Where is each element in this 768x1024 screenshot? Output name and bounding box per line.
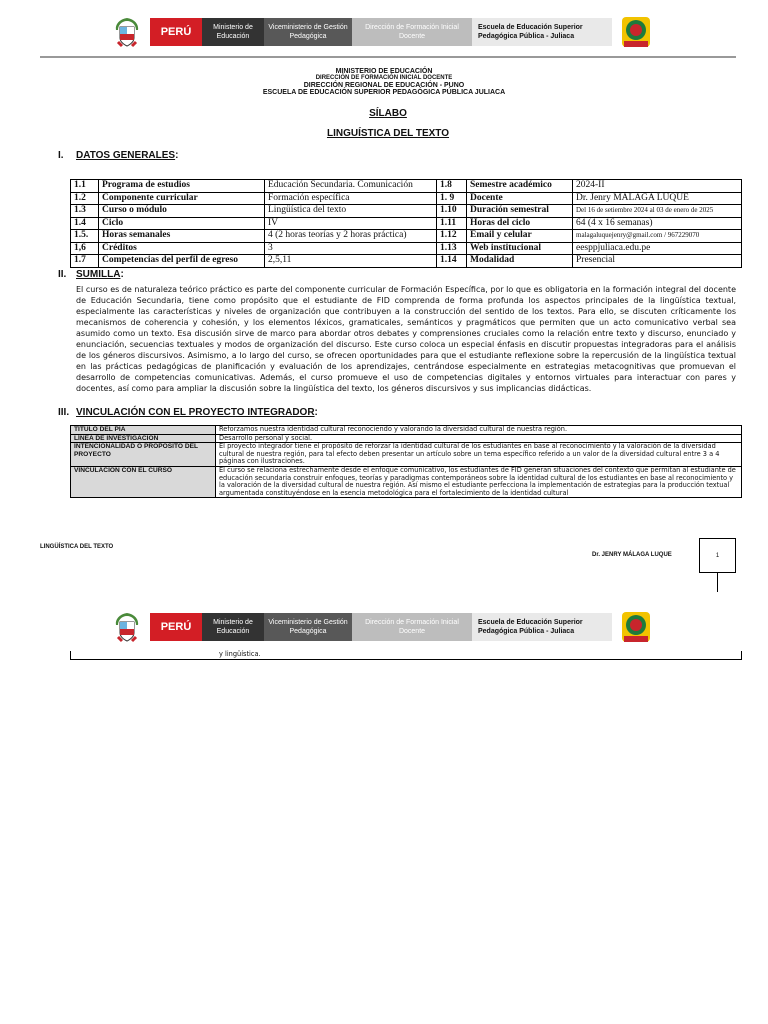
section-datos-generales: I. DATOS GENERALES: xyxy=(58,150,179,161)
datos-row xyxy=(71,255,742,268)
datos-number: 1.12 xyxy=(437,230,467,243)
datos-row xyxy=(71,205,742,218)
datos-value: 2,5,11 xyxy=(265,255,437,268)
vinculacion-key: INTENCIONALIDAD O PROPÓSITO DEL PROYECTO xyxy=(71,443,216,467)
datos-key: Docente xyxy=(467,192,573,205)
datos-value: Del 16 de setiembre 2024 al 03 de enero de 2025 xyxy=(573,205,742,218)
datos-number: 1.4 xyxy=(71,217,99,230)
peru-label: PERÚ xyxy=(150,613,202,641)
datos-number: 1.1 xyxy=(71,180,99,193)
datos-key: Modalidad xyxy=(467,255,573,268)
datos-number: 1.13 xyxy=(437,242,467,255)
vinculacion-value: Reforzamos nuestra identidad cultural reconociendo y valorando la diversidad cultural de nuestra región. xyxy=(216,426,742,435)
school-emblem-icon xyxy=(620,15,652,49)
ministerio-label: Ministerio de Educación xyxy=(202,18,264,46)
datos-number: 1.7 xyxy=(71,255,99,268)
datos-key: Duración semestral xyxy=(467,205,573,218)
datos-value: 4 (2 horas teorías y 2 horas práctica) xyxy=(265,230,437,243)
datos-value: malagaluquejenry@gmail.com / 967229070 xyxy=(573,230,742,243)
vinculacion-value: El curso se relaciona estrechamente desde el enfoque comunicativo, los estudiantes de FID generan situaciones del contexto que permitan al estudiante de educación secundaria construir enfoques, teorías y paradigmas contemporáneos sobre la identidad cultural de los estudiantes en base al reconocimiento y la valoración de la diversidad cultural de nuestra región. Así mismo el estudiante perfecciona la implementación de estrategias para la producción textual argumentada constituyéndose en la esencia metodológica para el fortalecimiento de la identidad cultural xyxy=(216,466,742,497)
viceministerio-label: Viceministerio de Gestión Pedagógica xyxy=(264,613,352,641)
vinculacion-key: TÍTULO DEL PIA xyxy=(71,426,216,435)
footer-author: Dr. JENRY MÁLAGA LUQUE xyxy=(592,552,672,558)
datos-value: Lingüística del texto xyxy=(265,205,437,218)
footer-course: LINGÜÍSTICA DEL TEXTO xyxy=(40,544,114,550)
section-vinculacion: III. VINCULACIÓN CON EL PROYECTO INTEGRADOR: xyxy=(58,407,318,418)
peru-coat-of-arms-icon xyxy=(110,610,144,644)
section-number: II. xyxy=(58,269,67,280)
datos-key: Ciclo xyxy=(99,217,265,230)
datos-number: 1.11 xyxy=(437,217,467,230)
institution-line-2: DIRECCIÓN DE FORMACIÓN INICIAL DOCENTE xyxy=(315,75,453,81)
vinculacion-key: LÍNEA DE INVESTIGACIÓN xyxy=(71,434,216,443)
direccion-label: Dirección de Formación Inicial Docente xyxy=(352,18,472,46)
section-number: III. xyxy=(58,407,70,418)
document-subtitle: LINGUÍSTICA DEL TEXTO xyxy=(326,128,450,139)
datos-value: Formación específica xyxy=(265,192,437,205)
viceministerio-label: Viceministerio de Gestión Pedagógica xyxy=(264,18,352,46)
datos-key: Componente curricular xyxy=(99,192,265,205)
institution-block xyxy=(0,68,768,96)
institution-line-1: MINISTERIO DE EDUCACIÓN xyxy=(335,68,433,75)
datos-key: Curso o módulo xyxy=(99,205,265,218)
datos-value: 3 xyxy=(265,242,437,255)
datos-number: 1.10 xyxy=(437,205,467,218)
page-header-2 xyxy=(110,612,660,642)
datos-key: Créditos xyxy=(99,242,265,255)
page-number-line xyxy=(717,572,718,592)
vinculacion-key: VINCULACIÓN CON EL CURSO xyxy=(71,466,216,497)
section-sumilla: II. SUMILLA: xyxy=(58,269,124,280)
datos-value: Dr. Jenry MÁLAGA LUQUE xyxy=(573,192,742,205)
datos-value: Educación Secundaria. Comunicación xyxy=(265,180,437,193)
datos-row xyxy=(71,217,742,230)
datos-row xyxy=(71,230,742,243)
vinculacion-table xyxy=(70,425,742,498)
sumilla-text: El curso es de naturaleza teórico práctico es parte del componente curricular de Formación Específica, por lo que es obligatoria en la formación integral del docente de Educación Secundaria, tiene como propósito que el estudiante de FID comprenda de forma profunda los aspectos principales de la lingüística textual, especialmente las características y niveles de organización que contribuyen a la construcción del sentido de los textos. Para ello, se discuten críticamente los mecanismos de coherencia y cohesión, y los elementos léxicos, gramaticales, semánticos y pragmáticos que permiten que un acto comunicativo verbal sea asumido como un texto. Esa discusión sirve de marco para abordar otros debates y comprensiones cruciales como la relación entre texto y discurso, enunciado y enunciación, secuencias textuales y modos de organización del discurso. Este curso coloca un especial énfasis en discutir propuestas integradoras para el análisis de los géneros discursivos. Asimismo, a lo largo del curso, se ofrecen oportunidades para que el estudiante reflexione sobre la repercusión de la lingüística textual en las prácticas pedagógicas de planificación y evaluación de los aprendizajes, centrándose especialmente en estrategias metacognitivas que promuevan el desarrollo de competencias comunicativas. Además, el curso promueve el uso de competencias digitales y entornos virtuales para interactuar con pares y docentes, así como para ampliar la discusión sobre la lingüística del texto, los géneros discursivos y sus implicancias didácticas. xyxy=(76,285,736,393)
section-label: VINCULACIÓN CON EL PROYECTO INTEGRADOR xyxy=(76,407,315,418)
vinculacion-row xyxy=(71,466,742,497)
school-emblem-icon xyxy=(620,610,652,644)
datos-key: Competencias del perfil de egreso xyxy=(99,255,265,268)
datos-number: 1.14 xyxy=(437,255,467,268)
page-header xyxy=(110,17,660,47)
escuela-label: Escuela de Educación Superior Pedagógica Pública - Juliaca xyxy=(472,18,612,46)
datos-number: 1.2 xyxy=(71,192,99,205)
escuela-label: Escuela de Educación Superior Pedagógica Pública - Juliaca xyxy=(472,613,612,641)
table-continuation: y lingüística. xyxy=(70,651,742,660)
datos-number: 1,6 xyxy=(71,242,99,255)
section-number: I. xyxy=(58,150,64,161)
datos-number: 1. 9 xyxy=(437,192,467,205)
datos-value: 2024-II xyxy=(573,180,742,193)
datos-key: Programa de estudios xyxy=(99,180,265,193)
peru-label: PERÚ xyxy=(150,18,202,46)
datos-row xyxy=(71,180,742,193)
vinculacion-value: El proyecto integrador tiene el propósito de reforzar la identidad cultural de los estudiantes en base al reconocimiento y la valoración de la diversidad cultural de nuestra región, para tal efecto deben presentar un artículo sobre un tema específico referido a un valor de la diversidad cultural entre 3 a 4 páginas con ilustraciones. xyxy=(216,443,742,467)
datos-value: 64 (4 x 16 semanas) xyxy=(573,217,742,230)
institution-line-4: ESCUELA DE EDUCACIÓN SUPERIOR PEDAGÓGICA PÚBLICA JULIACA xyxy=(262,89,506,96)
datos-generales-table xyxy=(70,179,742,268)
vinculacion-row xyxy=(71,426,742,435)
datos-key: Email y celular xyxy=(467,230,573,243)
document-title: SÍLABO xyxy=(369,108,407,119)
datos-key: Horas del ciclo xyxy=(467,217,573,230)
section-label: DATOS GENERALES xyxy=(76,150,176,161)
datos-row xyxy=(71,242,742,255)
datos-value: IV xyxy=(265,217,437,230)
ministerio-label: Ministerio de Educación xyxy=(202,613,264,641)
institution-line-3: DIRECCIÓN REGIONAL DE EDUCACIÓN - PUNO xyxy=(303,82,465,89)
datos-key: Semestre académico xyxy=(467,180,573,193)
datos-key: Web institucional xyxy=(467,242,573,255)
direccion-label: Dirección de Formación Inicial Docente xyxy=(352,613,472,641)
datos-value: eesppjuliaca.edu.pe xyxy=(573,242,742,255)
header-divider xyxy=(40,56,736,58)
datos-number: 1.8 xyxy=(437,180,467,193)
vinculacion-value: Desarrollo personal y social. xyxy=(216,434,742,443)
datos-row xyxy=(71,192,742,205)
datos-key: Horas semanales xyxy=(99,230,265,243)
page-number: 1 xyxy=(699,538,736,573)
peru-coat-of-arms-icon xyxy=(110,15,144,49)
vinculacion-row xyxy=(71,443,742,467)
datos-number: 1.5. xyxy=(71,230,99,243)
datos-number: 1.3 xyxy=(71,205,99,218)
datos-value: Presencial xyxy=(573,255,742,268)
section-label: SUMILLA xyxy=(76,269,121,280)
